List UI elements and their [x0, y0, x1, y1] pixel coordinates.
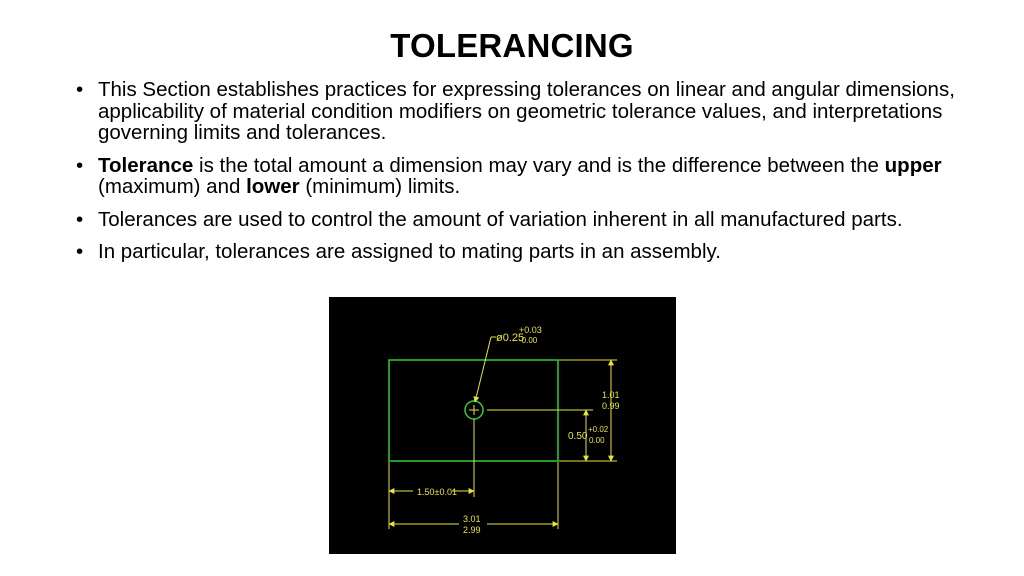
hole-y-lower: 0.00	[589, 436, 605, 445]
bullet-dot: •	[76, 78, 84, 101]
hole-dim-lower: -0.00	[519, 336, 538, 345]
bullet-list	[76, 79, 956, 274]
hole-dim-main: ø0.25	[496, 332, 525, 344]
bullet-text: In particular, tolerances are assigned to mating parts in an assembly.	[98, 240, 721, 263]
bullet-text: (minimum) limits.	[299, 175, 461, 198]
hole-y-upper: +0.02	[588, 425, 609, 434]
bullet-item	[76, 155, 956, 198]
hole-dim-upper: +0.03	[519, 325, 542, 335]
term-upper: upper	[884, 153, 942, 177]
drawing-svg	[329, 297, 676, 554]
bullet-item	[76, 79, 956, 144]
bullet-text: (maximum) and	[98, 175, 247, 198]
width-lower: 2.99	[463, 525, 481, 535]
bullet-item	[76, 241, 956, 263]
height-lower: 0.99	[602, 401, 620, 411]
hole-leader	[475, 337, 491, 402]
bullet-text: This Section establishes practices for expressing tolerances on linear and angular dimensions, applicability of material condition modifiers on geometric tolerance values, and interpretations governing limits and tolerances.	[98, 78, 955, 144]
width-upper: 3.01	[463, 514, 481, 524]
hole-y-main: 0.50	[568, 431, 588, 442]
hole-x-dim: 1.50±0.01	[417, 487, 457, 497]
bullet-dot: •	[76, 240, 84, 263]
bullet-dot: •	[76, 207, 84, 231]
bullet-text: is the total amount a dimension may vary and is the difference between the	[193, 153, 885, 177]
bullet-text: Tolerances are used to control the amount of variation inherent in all manufactured parts.	[98, 207, 903, 231]
bullet-dot: •	[76, 153, 84, 177]
tolerance-drawing	[329, 297, 676, 554]
height-upper: 1.01	[602, 390, 620, 400]
slide-title: TOLERANCING	[390, 27, 634, 64]
term-tolerance: Tolerance	[98, 153, 194, 177]
bullet-item	[76, 209, 956, 231]
term-lower: lower	[246, 175, 300, 198]
